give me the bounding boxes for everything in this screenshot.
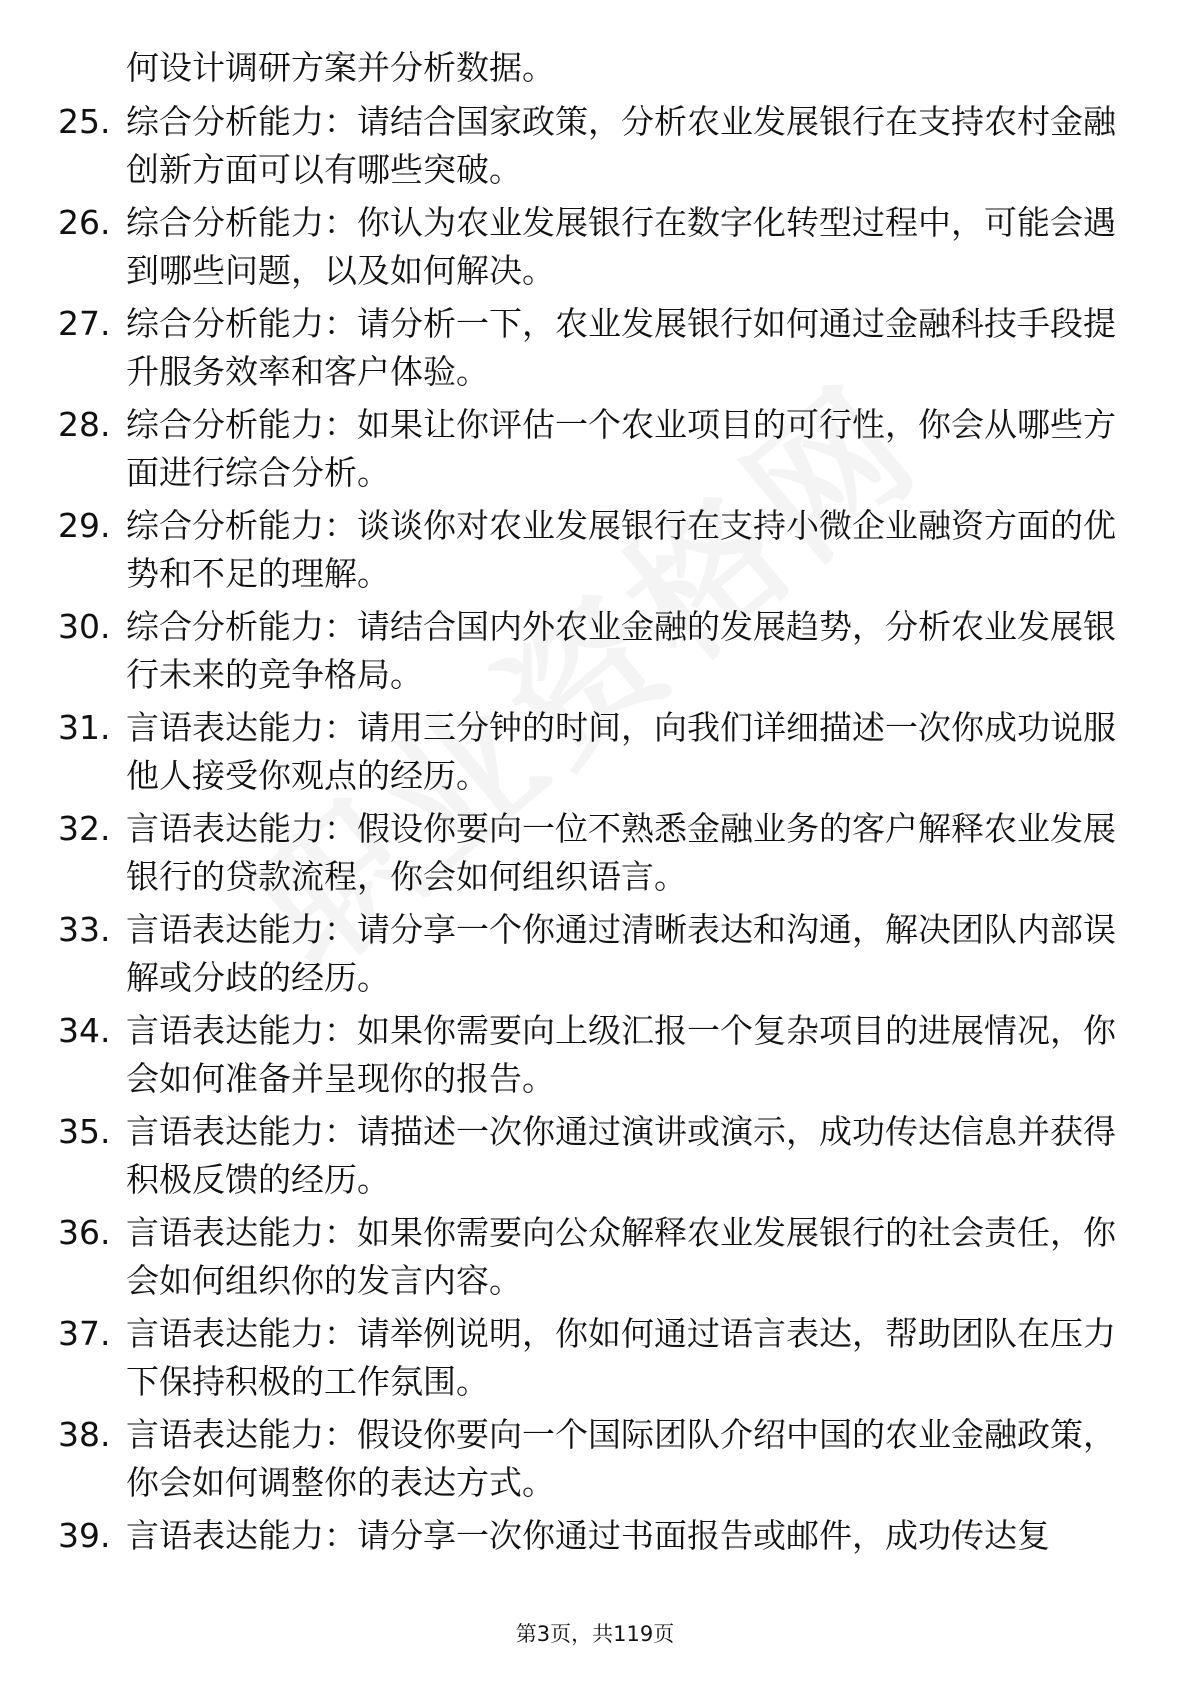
list-item: [58, 502, 1118, 598]
item-text: 综合分析能力：谈谈你对农业发展银行在支持小微企业融资方面的优势和不足的理解。: [126, 506, 1116, 593]
item-number: 38.: [58, 1415, 111, 1454]
item-text: 综合分析能力：如果让你评估一个农业项目的可行性，你会从哪些方面进行综合分析。: [126, 405, 1116, 492]
list-item: [58, 300, 1118, 396]
item-number: 39.: [58, 1516, 111, 1555]
item-text: 言语表达能力：如果你需要向上级汇报一个复杂项目的进展情况，你会如何准备并呈现你的报告。: [126, 1011, 1116, 1098]
item-text: 言语表达能力：请举例说明，你如何通过语言表达，帮助团队在压力下保持积极的工作氛围。: [126, 1314, 1116, 1401]
item-number: 27.: [58, 304, 111, 343]
list-item: [58, 1512, 1118, 1560]
list-item: [58, 98, 1118, 194]
item-number: 28.: [58, 405, 111, 444]
list-item: [58, 1108, 1118, 1204]
item-text: 综合分析能力：你认为农业发展银行在数字化转型过程中，可能会遇到哪些问题，以及如何解决。: [126, 203, 1116, 290]
item-number: 33.: [58, 910, 111, 949]
list-item: [58, 1209, 1118, 1305]
item-text: 言语表达能力：假设你要向一个国际团队介绍中国的农业金融政策，你会如何调整你的表达方式。: [126, 1415, 1116, 1502]
list-item: [58, 704, 1118, 800]
list-item: [58, 1411, 1118, 1507]
item-number: 30.: [58, 607, 111, 646]
item-text: 言语表达能力：请分享一次你通过书面报告或邮件，成功传达复: [126, 1516, 1050, 1555]
item-number: 32.: [58, 809, 111, 848]
item-text: 综合分析能力：请结合国内外农业金融的发展趋势，分析农业发展银行未来的竞争格局。: [126, 607, 1116, 694]
item-number: 35.: [58, 1112, 111, 1151]
list-item: [58, 603, 1118, 699]
item-number: 34.: [58, 1011, 111, 1050]
item-number: 25.: [58, 102, 111, 141]
items-container: [58, 98, 1118, 1560]
item-number: 26.: [58, 203, 111, 242]
item-number: 37.: [58, 1314, 111, 1353]
list-item: [58, 1310, 1118, 1406]
continuation-text: 何设计调研方案并分析数据。: [126, 48, 555, 87]
item-number: 31.: [58, 708, 111, 747]
list-item: [58, 1007, 1118, 1103]
question-list: [58, 44, 1118, 1560]
list-item: [58, 401, 1118, 497]
item-text: 综合分析能力：请结合国家政策，分析农业发展银行在支持农村金融创新方面可以有哪些突破。: [126, 102, 1116, 189]
list-item: [58, 805, 1118, 901]
item-number: 29.: [58, 506, 111, 545]
item-text: 言语表达能力：请用三分钟的时间，向我们详细描述一次你成功说服他人接受你观点的经历。: [126, 708, 1116, 795]
item-text: 言语表达能力：请分享一个你通过清晰表达和沟通，解决团队内部误解或分歧的经历。: [126, 910, 1116, 997]
item-text: 言语表达能力：假设你要向一位不熟悉金融业务的客户解释农业发展银行的贷款流程，你会如何组织语言。: [126, 809, 1116, 896]
item-text: 综合分析能力：请分析一下，农业发展银行如何通过金融科技手段提升服务效率和客户体验。: [126, 304, 1116, 391]
list-item: [58, 199, 1118, 295]
item-number: 36.: [58, 1213, 111, 1252]
list-item: [58, 906, 1118, 1002]
item-text: 言语表达能力：请描述一次你通过演讲或演示，成功传达信息并获得积极反馈的经历。: [126, 1112, 1116, 1199]
page-footer: 第3页，共119页: [515, 1622, 675, 1646]
item-text: 言语表达能力：如果你需要向公众解释农业发展银行的社会责任，你会如何组织你的发言内容。: [126, 1213, 1116, 1300]
